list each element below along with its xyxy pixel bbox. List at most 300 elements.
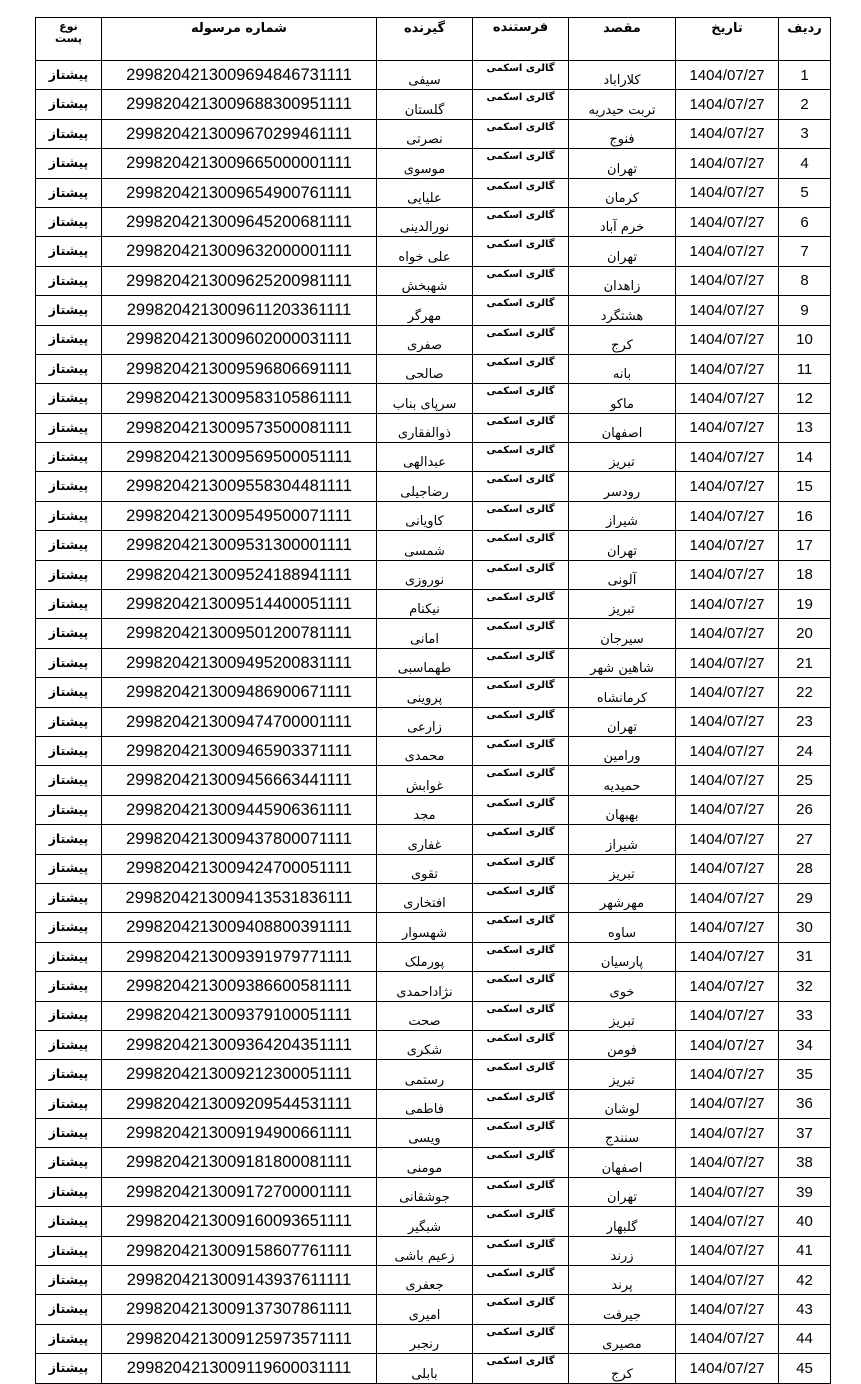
cell-recipient: ذوالفقاری bbox=[377, 413, 473, 442]
cell-tracking-number: 2998204213009558304481111 bbox=[102, 472, 377, 501]
cell-date: 1404/07/27 bbox=[676, 942, 779, 971]
cell-date: 1404/07/27 bbox=[676, 90, 779, 119]
cell-row-number: 1 bbox=[779, 61, 831, 90]
table-row bbox=[36, 149, 831, 178]
cell-tracking-number: 2998204213009212300051111 bbox=[102, 1060, 377, 1089]
cell-recipient: شمسی bbox=[377, 531, 473, 560]
cell-destination: اصفهان bbox=[569, 413, 676, 442]
cell-tracking-number: 2998204213009172700001111 bbox=[102, 1177, 377, 1206]
header-row-number: ردیف bbox=[779, 18, 831, 61]
cell-tracking-number: 2998204213009583105861111 bbox=[102, 384, 377, 413]
cell-recipient: پورملک bbox=[377, 942, 473, 971]
cell-tracking-number: 2998204213009119600031111 bbox=[102, 1354, 377, 1383]
cell-recipient: زعیم باشی bbox=[377, 1236, 473, 1265]
cell-post-type: پیشتاز bbox=[36, 531, 102, 560]
cell-date: 1404/07/27 bbox=[676, 1266, 779, 1295]
cell-sender: گالری اسکمی bbox=[473, 1030, 569, 1059]
cell-row-number: 36 bbox=[779, 1089, 831, 1118]
cell-row-number: 41 bbox=[779, 1236, 831, 1265]
cell-date: 1404/07/27 bbox=[676, 1295, 779, 1324]
table-row bbox=[36, 90, 831, 119]
table-row bbox=[36, 119, 831, 148]
cell-sender: گالری اسکمی bbox=[473, 560, 569, 589]
cell-post-type: پیشتاز bbox=[36, 1119, 102, 1148]
table-row bbox=[36, 1030, 831, 1059]
cell-recipient: افتخاری bbox=[377, 883, 473, 912]
cell-date: 1404/07/27 bbox=[676, 1236, 779, 1265]
cell-tracking-number: 2998204213009445906361111 bbox=[102, 795, 377, 824]
cell-tracking-number: 2998204213009654900761111 bbox=[102, 178, 377, 207]
cell-tracking-number: 2998204213009602000031111 bbox=[102, 325, 377, 354]
cell-sender: گالری اسکمی bbox=[473, 913, 569, 942]
cell-destination: آلونی bbox=[569, 560, 676, 589]
cell-post-type: پیشتاز bbox=[36, 1236, 102, 1265]
cell-tracking-number: 2998204213009531300001111 bbox=[102, 531, 377, 560]
cell-row-number: 28 bbox=[779, 854, 831, 883]
cell-recipient: مجد bbox=[377, 795, 473, 824]
cell-date: 1404/07/27 bbox=[676, 913, 779, 942]
cell-post-type: پیشتاز bbox=[36, 854, 102, 883]
cell-row-number: 8 bbox=[779, 266, 831, 295]
cell-tracking-number: 2998204213009437800071111 bbox=[102, 825, 377, 854]
cell-row-number: 39 bbox=[779, 1177, 831, 1206]
cell-tracking-number: 2998204213009549500071111 bbox=[102, 501, 377, 530]
cell-row-number: 33 bbox=[779, 1001, 831, 1030]
cell-post-type: پیشتاز bbox=[36, 972, 102, 1001]
cell-row-number: 38 bbox=[779, 1148, 831, 1177]
cell-tracking-number: 2998204213009391979771111 bbox=[102, 942, 377, 971]
cell-post-type: پیشتاز bbox=[36, 325, 102, 354]
cell-destination: گلبهار bbox=[569, 1207, 676, 1236]
cell-recipient: پروینی bbox=[377, 678, 473, 707]
cell-destination: زرند bbox=[569, 1236, 676, 1265]
cell-tracking-number: 2998204213009413531836111 bbox=[102, 883, 377, 912]
header-row bbox=[36, 18, 831, 61]
table-row bbox=[36, 1207, 831, 1236]
cell-date: 1404/07/27 bbox=[676, 619, 779, 648]
cell-row-number: 4 bbox=[779, 149, 831, 178]
cell-tracking-number: 2998204213009465903371111 bbox=[102, 736, 377, 765]
cell-tracking-number: 2998204213009137307861111 bbox=[102, 1295, 377, 1324]
cell-sender: گالری اسکمی bbox=[473, 825, 569, 854]
cell-recipient: شکری bbox=[377, 1030, 473, 1059]
table-row bbox=[36, 1266, 831, 1295]
cell-recipient: علیایی bbox=[377, 178, 473, 207]
cell-destination: سنندج bbox=[569, 1119, 676, 1148]
cell-post-type: پیشتاز bbox=[36, 678, 102, 707]
table-row bbox=[36, 795, 831, 824]
cell-tracking-number: 2998204213009688300951111 bbox=[102, 90, 377, 119]
cell-tracking-number: 2998204213009596806691111 bbox=[102, 354, 377, 383]
cell-post-type: پیشتاز bbox=[36, 913, 102, 942]
cell-row-number: 14 bbox=[779, 443, 831, 472]
cell-date: 1404/07/27 bbox=[676, 443, 779, 472]
cell-destination: بانه bbox=[569, 354, 676, 383]
cell-recipient: موسوی bbox=[377, 149, 473, 178]
cell-date: 1404/07/27 bbox=[676, 207, 779, 236]
table-row bbox=[36, 237, 831, 266]
cell-post-type: پیشتاز bbox=[36, 1207, 102, 1236]
cell-recipient: تقوی bbox=[377, 854, 473, 883]
cell-tracking-number: 2998204213009194900661111 bbox=[102, 1119, 377, 1148]
cell-sender: گالری اسکمی bbox=[473, 619, 569, 648]
cell-post-type: پیشتاز bbox=[36, 766, 102, 795]
cell-sender: گالری اسکمی bbox=[473, 237, 569, 266]
cell-row-number: 3 bbox=[779, 119, 831, 148]
cell-post-type: پیشتاز bbox=[36, 560, 102, 589]
cell-date: 1404/07/27 bbox=[676, 413, 779, 442]
cell-date: 1404/07/27 bbox=[676, 501, 779, 530]
cell-sender: گالری اسکمی bbox=[473, 1207, 569, 1236]
table-row bbox=[36, 1089, 831, 1118]
cell-row-number: 27 bbox=[779, 825, 831, 854]
cell-row-number: 35 bbox=[779, 1060, 831, 1089]
cell-recipient: رنجبر bbox=[377, 1324, 473, 1353]
cell-post-type: پیشتاز bbox=[36, 1177, 102, 1206]
cell-destination: مصیری bbox=[569, 1324, 676, 1353]
cell-date: 1404/07/27 bbox=[676, 1001, 779, 1030]
cell-post-type: پیشتاز bbox=[36, 207, 102, 236]
cell-tracking-number: 2998204213009573500081111 bbox=[102, 413, 377, 442]
cell-post-type: پیشتاز bbox=[36, 90, 102, 119]
cell-recipient: گلستان bbox=[377, 90, 473, 119]
cell-destination: رودسر bbox=[569, 472, 676, 501]
cell-row-number: 30 bbox=[779, 913, 831, 942]
table-row bbox=[36, 1236, 831, 1265]
cell-recipient: شهبخش bbox=[377, 266, 473, 295]
cell-post-type: پیشتاز bbox=[36, 119, 102, 148]
cell-destination: تهران bbox=[569, 237, 676, 266]
cell-post-type: پیشتاز bbox=[36, 178, 102, 207]
cell-row-number: 9 bbox=[779, 296, 831, 325]
cell-destination: بهبهان bbox=[569, 795, 676, 824]
header-post-type-line1: نوع bbox=[59, 20, 78, 33]
cell-destination: هشتگرد bbox=[569, 296, 676, 325]
cell-row-number: 24 bbox=[779, 736, 831, 765]
shipment-table bbox=[35, 17, 831, 1384]
cell-recipient: رضاجیلی bbox=[377, 472, 473, 501]
cell-post-type: پیشتاز bbox=[36, 1060, 102, 1089]
cell-sender: گالری اسکمی bbox=[473, 1001, 569, 1030]
cell-recipient: بابلی bbox=[377, 1354, 473, 1383]
cell-recipient: شبگیر bbox=[377, 1207, 473, 1236]
cell-row-number: 25 bbox=[779, 766, 831, 795]
cell-tracking-number: 2998204213009125973571111 bbox=[102, 1324, 377, 1353]
cell-sender: گالری اسکمی bbox=[473, 1295, 569, 1324]
cell-sender: گالری اسکمی bbox=[473, 1177, 569, 1206]
cell-sender: گالری اسکمی bbox=[473, 1266, 569, 1295]
cell-date: 1404/07/27 bbox=[676, 149, 779, 178]
cell-post-type: پیشتاز bbox=[36, 472, 102, 501]
table-row bbox=[36, 648, 831, 677]
cell-post-type: پیشتاز bbox=[36, 1148, 102, 1177]
table-row bbox=[36, 266, 831, 295]
cell-post-type: پیشتاز bbox=[36, 619, 102, 648]
table-row bbox=[36, 1177, 831, 1206]
table-row bbox=[36, 766, 831, 795]
cell-recipient: غفاری bbox=[377, 825, 473, 854]
cell-post-type: پیشتاز bbox=[36, 883, 102, 912]
table-row bbox=[36, 531, 831, 560]
table-row bbox=[36, 1148, 831, 1177]
cell-tracking-number: 2998204213009379100051111 bbox=[102, 1001, 377, 1030]
cell-destination: تبریز bbox=[569, 590, 676, 619]
cell-sender: گالری اسکمی bbox=[473, 61, 569, 90]
cell-destination: ورامین bbox=[569, 736, 676, 765]
cell-recipient: عبدالهی bbox=[377, 443, 473, 472]
cell-sender: گالری اسکمی bbox=[473, 384, 569, 413]
cell-recipient: طهماسبی bbox=[377, 648, 473, 677]
cell-tracking-number: 2998204213009632000001111 bbox=[102, 237, 377, 266]
cell-destination: پارسیان bbox=[569, 942, 676, 971]
cell-sender: گالری اسکمی bbox=[473, 1119, 569, 1148]
cell-post-type: پیشتاز bbox=[36, 1324, 102, 1353]
table-row bbox=[36, 883, 831, 912]
cell-post-type: پیشتاز bbox=[36, 149, 102, 178]
cell-sender: گالری اسکمی bbox=[473, 531, 569, 560]
cell-date: 1404/07/27 bbox=[676, 707, 779, 736]
cell-destination: لوشان bbox=[569, 1089, 676, 1118]
cell-destination: حمیدیه bbox=[569, 766, 676, 795]
table-row bbox=[36, 678, 831, 707]
cell-row-number: 44 bbox=[779, 1324, 831, 1353]
cell-row-number: 26 bbox=[779, 795, 831, 824]
cell-sender: گالری اسکمی bbox=[473, 678, 569, 707]
cell-destination: فنوج bbox=[569, 119, 676, 148]
cell-date: 1404/07/27 bbox=[676, 1060, 779, 1089]
header-post-type bbox=[36, 18, 102, 61]
cell-row-number: 29 bbox=[779, 883, 831, 912]
cell-sender: گالری اسکمی bbox=[473, 119, 569, 148]
cell-row-number: 20 bbox=[779, 619, 831, 648]
table-row bbox=[36, 972, 831, 1001]
cell-row-number: 32 bbox=[779, 972, 831, 1001]
cell-destination: تهران bbox=[569, 1177, 676, 1206]
table-row bbox=[36, 707, 831, 736]
cell-row-number: 10 bbox=[779, 325, 831, 354]
cell-sender: گالری اسکمی bbox=[473, 1148, 569, 1177]
table-row bbox=[36, 178, 831, 207]
cell-sender: گالری اسکمی bbox=[473, 972, 569, 1001]
cell-sender: گالری اسکمی bbox=[473, 736, 569, 765]
cell-destination: ساوه bbox=[569, 913, 676, 942]
cell-post-type: پیشتاز bbox=[36, 590, 102, 619]
table-row bbox=[36, 61, 831, 90]
table-row bbox=[36, 619, 831, 648]
cell-post-type: پیشتاز bbox=[36, 825, 102, 854]
cell-destination: کرج bbox=[569, 325, 676, 354]
cell-sender: گالری اسکمی bbox=[473, 266, 569, 295]
cell-date: 1404/07/27 bbox=[676, 825, 779, 854]
cell-sender: گالری اسکمی bbox=[473, 648, 569, 677]
table-row bbox=[36, 1060, 831, 1089]
cell-sender: گالری اسکمی bbox=[473, 1089, 569, 1118]
cell-destination: تهران bbox=[569, 531, 676, 560]
cell-post-type: پیشتاز bbox=[36, 354, 102, 383]
cell-date: 1404/07/27 bbox=[676, 1089, 779, 1118]
cell-tracking-number: 2998204213009143937611111 bbox=[102, 1266, 377, 1295]
table-row bbox=[36, 736, 831, 765]
cell-date: 1404/07/27 bbox=[676, 590, 779, 619]
table-row bbox=[36, 325, 831, 354]
cell-destination: سیرجان bbox=[569, 619, 676, 648]
cell-post-type: پیشتاز bbox=[36, 707, 102, 736]
cell-sender: گالری اسکمی bbox=[473, 472, 569, 501]
cell-post-type: پیشتاز bbox=[36, 1266, 102, 1295]
cell-recipient: نصرتی bbox=[377, 119, 473, 148]
cell-tracking-number: 2998204213009408800391111 bbox=[102, 913, 377, 942]
cell-recipient: مهرگر bbox=[377, 296, 473, 325]
cell-destination: فومن bbox=[569, 1030, 676, 1059]
cell-row-number: 5 bbox=[779, 178, 831, 207]
cell-tracking-number: 2998204213009424700051111 bbox=[102, 854, 377, 883]
cell-post-type: پیشتاز bbox=[36, 296, 102, 325]
cell-tracking-number: 2998204213009160093651111 bbox=[102, 1207, 377, 1236]
cell-sender: گالری اسکمی bbox=[473, 149, 569, 178]
cell-sender: گالری اسکمی bbox=[473, 766, 569, 795]
cell-row-number: 42 bbox=[779, 1266, 831, 1295]
cell-tracking-number: 2998204213009209544531111 bbox=[102, 1089, 377, 1118]
cell-row-number: 37 bbox=[779, 1119, 831, 1148]
cell-recipient: فاطمی bbox=[377, 1089, 473, 1118]
cell-post-type: پیشتاز bbox=[36, 1030, 102, 1059]
table-row bbox=[36, 854, 831, 883]
cell-sender: گالری اسکمی bbox=[473, 883, 569, 912]
table-row bbox=[36, 384, 831, 413]
cell-sender: گالری اسکمی bbox=[473, 354, 569, 383]
cell-destination: جیرفت bbox=[569, 1295, 676, 1324]
cell-date: 1404/07/27 bbox=[676, 560, 779, 589]
cell-destination: تبریز bbox=[569, 1060, 676, 1089]
cell-tracking-number: 2998204213009670299461111 bbox=[102, 119, 377, 148]
cell-date: 1404/07/27 bbox=[676, 795, 779, 824]
cell-recipient: صفری bbox=[377, 325, 473, 354]
cell-sender: گالری اسکمی bbox=[473, 1354, 569, 1383]
cell-row-number: 21 bbox=[779, 648, 831, 677]
cell-post-type: پیشتاز bbox=[36, 384, 102, 413]
cell-row-number: 40 bbox=[779, 1207, 831, 1236]
cell-destination: تبریز bbox=[569, 443, 676, 472]
cell-recipient: امیری bbox=[377, 1295, 473, 1324]
cell-recipient: نورالدینی bbox=[377, 207, 473, 236]
table-row bbox=[36, 1295, 831, 1324]
cell-date: 1404/07/27 bbox=[676, 61, 779, 90]
cell-destination: خرم آباد bbox=[569, 207, 676, 236]
cell-post-type: پیشتاز bbox=[36, 736, 102, 765]
cell-row-number: 23 bbox=[779, 707, 831, 736]
cell-post-type: پیشتاز bbox=[36, 266, 102, 295]
header-recipient: گیرنده bbox=[377, 18, 473, 61]
cell-recipient: سرپای بناب bbox=[377, 384, 473, 413]
cell-destination: شیراز bbox=[569, 825, 676, 854]
cell-row-number: 43 bbox=[779, 1295, 831, 1324]
table-row bbox=[36, 1119, 831, 1148]
header-destination: مقصد bbox=[569, 18, 676, 61]
cell-destination: شیراز bbox=[569, 501, 676, 530]
cell-recipient: جعفری bbox=[377, 1266, 473, 1295]
cell-post-type: پیشتاز bbox=[36, 942, 102, 971]
cell-destination: کرمان bbox=[569, 178, 676, 207]
cell-date: 1404/07/27 bbox=[676, 972, 779, 1001]
cell-post-type: پیشتاز bbox=[36, 795, 102, 824]
cell-date: 1404/07/27 bbox=[676, 1354, 779, 1383]
cell-row-number: 16 bbox=[779, 501, 831, 530]
cell-recipient: محمدی bbox=[377, 736, 473, 765]
cell-row-number: 19 bbox=[779, 590, 831, 619]
cell-tracking-number: 2998204213009611203361111 bbox=[102, 296, 377, 325]
cell-row-number: 22 bbox=[779, 678, 831, 707]
header-tracking-number: شماره مرسوله bbox=[102, 18, 377, 61]
cell-post-type: پیشتاز bbox=[36, 1089, 102, 1118]
cell-recipient: کاویانی bbox=[377, 501, 473, 530]
cell-date: 1404/07/27 bbox=[676, 1148, 779, 1177]
table-row bbox=[36, 413, 831, 442]
cell-post-type: پیشتاز bbox=[36, 501, 102, 530]
cell-post-type: پیشتاز bbox=[36, 1295, 102, 1324]
table-body bbox=[36, 61, 831, 1384]
cell-date: 1404/07/27 bbox=[676, 1324, 779, 1353]
cell-tracking-number: 2998204213009694846731111 bbox=[102, 61, 377, 90]
cell-row-number: 18 bbox=[779, 560, 831, 589]
cell-tracking-number: 2998204213009524188941111 bbox=[102, 560, 377, 589]
cell-post-type: پیشتاز bbox=[36, 61, 102, 90]
cell-date: 1404/07/27 bbox=[676, 531, 779, 560]
cell-sender: گالری اسکمی bbox=[473, 413, 569, 442]
cell-date: 1404/07/27 bbox=[676, 678, 779, 707]
cell-destination: کرج bbox=[569, 1354, 676, 1383]
cell-recipient: نیکنام bbox=[377, 590, 473, 619]
cell-row-number: 11 bbox=[779, 354, 831, 383]
cell-recipient: صحت bbox=[377, 1001, 473, 1030]
cell-row-number: 6 bbox=[779, 207, 831, 236]
table-row bbox=[36, 296, 831, 325]
cell-destination: ماکو bbox=[569, 384, 676, 413]
cell-date: 1404/07/27 bbox=[676, 178, 779, 207]
cell-post-type: پیشتاز bbox=[36, 1354, 102, 1383]
cell-recipient: سیفی bbox=[377, 61, 473, 90]
cell-destination: کرمانشاه bbox=[569, 678, 676, 707]
table-row bbox=[36, 942, 831, 971]
table-header bbox=[36, 18, 831, 61]
cell-tracking-number: 2998204213009486900671111 bbox=[102, 678, 377, 707]
cell-date: 1404/07/27 bbox=[676, 1207, 779, 1236]
cell-sender: گالری اسکمی bbox=[473, 325, 569, 354]
table-row bbox=[36, 472, 831, 501]
table-row bbox=[36, 354, 831, 383]
header-sender: فرستنده bbox=[473, 18, 569, 61]
cell-date: 1404/07/27 bbox=[676, 1030, 779, 1059]
cell-sender: گالری اسکمی bbox=[473, 1324, 569, 1353]
cell-date: 1404/07/27 bbox=[676, 325, 779, 354]
cell-date: 1404/07/27 bbox=[676, 296, 779, 325]
cell-destination: تهران bbox=[569, 149, 676, 178]
cell-destination: اصفهان bbox=[569, 1148, 676, 1177]
cell-sender: گالری اسکمی bbox=[473, 178, 569, 207]
cell-destination: شاهین شهر bbox=[569, 648, 676, 677]
cell-date: 1404/07/27 bbox=[676, 648, 779, 677]
cell-tracking-number: 2998204213009386600581111 bbox=[102, 972, 377, 1001]
cell-recipient: شهسوار bbox=[377, 913, 473, 942]
cell-tracking-number: 2998204213009645200681111 bbox=[102, 207, 377, 236]
cell-sender: گالری اسکمی bbox=[473, 443, 569, 472]
cell-recipient: صالحی bbox=[377, 354, 473, 383]
cell-recipient: ویسی bbox=[377, 1119, 473, 1148]
cell-tracking-number: 2998204213009181800081111 bbox=[102, 1148, 377, 1177]
cell-sender: گالری اسکمی bbox=[473, 590, 569, 619]
cell-row-number: 45 bbox=[779, 1354, 831, 1383]
cell-destination: زاهدان bbox=[569, 266, 676, 295]
cell-date: 1404/07/27 bbox=[676, 883, 779, 912]
